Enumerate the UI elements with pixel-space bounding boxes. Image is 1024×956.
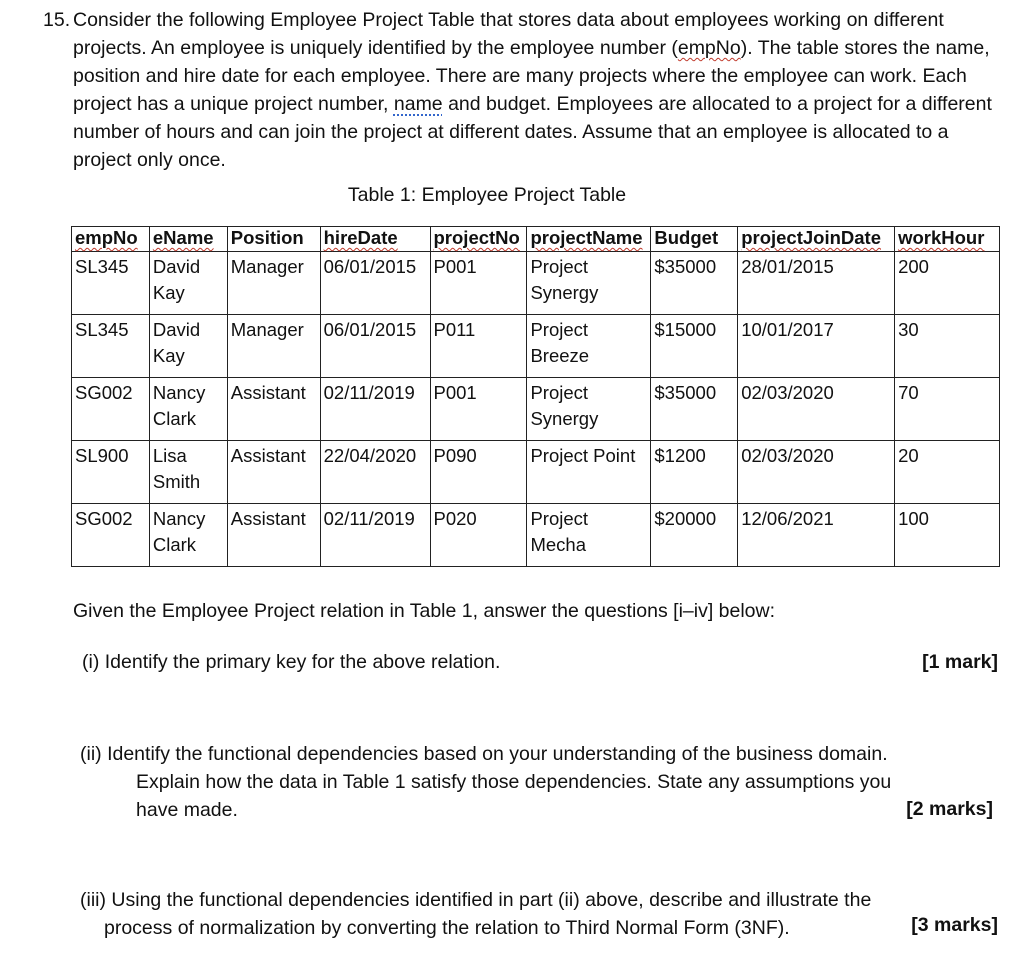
question-text: Consider the following Employee Project Table that stores data about employees working on different projects. An employee is uniquely identified by the employee number (empNo). The table stores the name, position and hire date for each employee. There are many projects where the employee can work. Each project has a unique project number, name and budget. Employees are allocated to a project for a different number of hours and can join the project at different dates. Assume that an employee is allocated to a project only once.	[73, 9, 992, 171]
cell-ename: Nancy Clark	[149, 378, 227, 441]
given-instructions: Given the Employee Project relation in Table 1, answer the questions [i–iv] below:	[73, 600, 776, 622]
header-hiredate: hireDate	[320, 227, 430, 252]
cell-budget: $20000	[651, 504, 738, 567]
part-iii-line2: process of normalization by converting the relation to Third Normal Form (3NF).	[104, 917, 790, 939]
part-i-label: (i)	[82, 651, 100, 673]
cell-projectjoindate: 02/03/2020	[738, 441, 895, 504]
header-ename: eName	[149, 227, 227, 252]
cell-projectjoindate: 02/03/2020	[738, 378, 895, 441]
table-row	[72, 441, 1000, 504]
question-intro	[43, 6, 1003, 174]
table-header-row	[72, 227, 1000, 252]
cell-empno: SL345	[72, 252, 150, 315]
cell-workhour: 200	[895, 252, 1000, 315]
cell-position: Assistant	[227, 378, 320, 441]
part-i	[82, 651, 500, 674]
cell-budget: $35000	[651, 378, 738, 441]
table-row	[72, 378, 1000, 441]
cell-projectname: Project Synergy	[527, 378, 651, 441]
header-empno: empNo	[72, 227, 150, 252]
cell-position: Manager	[227, 315, 320, 378]
part-ii-marks: [2 marks]	[906, 798, 993, 820]
cell-workhour: 70	[895, 378, 1000, 441]
cell-empno: SL345	[72, 315, 150, 378]
header-workhour: workHour	[895, 227, 1000, 252]
cell-projectno: P020	[430, 504, 527, 567]
cell-projectno: P011	[430, 315, 527, 378]
cell-hiredate: 02/11/2019	[320, 504, 430, 567]
cell-projectjoindate: 28/01/2015	[738, 252, 895, 315]
part-iii	[80, 886, 1000, 942]
header-projectjoindate: projectJoinDate	[738, 227, 895, 252]
table-row	[72, 315, 1000, 378]
table-caption: Table 1: Employee Project Table	[347, 184, 627, 206]
header-projectno: projectNo	[430, 227, 527, 252]
cell-empno: SG002	[72, 504, 150, 567]
cell-projectno: P090	[430, 441, 527, 504]
part-ii-line1: Identify the functional dependencies based on your understanding of the business domain.	[107, 743, 888, 765]
employee-project-table	[71, 226, 1000, 567]
cell-workhour: 20	[895, 441, 1000, 504]
table-row	[72, 252, 1000, 315]
cell-projectname: Project Breeze	[527, 315, 651, 378]
name-term: name	[393, 93, 443, 115]
cell-projectjoindate: 12/06/2021	[738, 504, 895, 567]
empno-term: empNo	[677, 37, 741, 59]
cell-hiredate: 06/01/2015	[320, 315, 430, 378]
cell-hiredate: 22/04/2020	[320, 441, 430, 504]
part-ii-label: (ii)	[80, 743, 102, 765]
header-budget: Budget	[651, 227, 738, 252]
table-row	[72, 504, 1000, 567]
part-iii-label: (iii)	[80, 889, 106, 911]
cell-budget: $15000	[651, 315, 738, 378]
cell-budget: $35000	[651, 252, 738, 315]
cell-projectname: Project Mecha	[527, 504, 651, 567]
header-position: Position	[227, 227, 320, 252]
part-ii-line2: Explain how the data in Table 1 satisfy those dependencies. State any assumptions you	[136, 771, 892, 793]
part-i-marks: [1 mark]	[922, 651, 998, 673]
header-projectname: projectName	[527, 227, 651, 252]
cell-projectno: P001	[430, 252, 527, 315]
cell-ename: Nancy Clark	[149, 504, 227, 567]
part-i-text: Identify the primary key for the above relation.	[104, 651, 501, 673]
cell-workhour: 30	[895, 315, 1000, 378]
cell-projectno: P001	[430, 378, 527, 441]
cell-empno: SL900	[72, 441, 150, 504]
cell-position: Manager	[227, 252, 320, 315]
cell-ename: David Kay	[149, 252, 227, 315]
cell-ename: David Kay	[149, 315, 227, 378]
question-number: 15.	[43, 9, 71, 31]
cell-hiredate: 06/01/2015	[320, 252, 430, 315]
cell-projectname: Project Synergy	[527, 252, 651, 315]
cell-projectname: Project Point	[527, 441, 651, 504]
cell-ename: Lisa Smith	[149, 441, 227, 504]
cell-position: Assistant	[227, 441, 320, 504]
part-ii	[80, 740, 1000, 824]
part-ii-line3: have made.	[136, 799, 238, 821]
part-iii-line1: Using the functional dependencies identified in part (ii) above, describe and illustrate the	[111, 889, 872, 911]
cell-hiredate: 02/11/2019	[320, 378, 430, 441]
cell-projectjoindate: 10/01/2017	[738, 315, 895, 378]
cell-workhour: 100	[895, 504, 1000, 567]
cell-budget: $1200	[651, 441, 738, 504]
cell-empno: SG002	[72, 378, 150, 441]
cell-position: Assistant	[227, 504, 320, 567]
part-iii-marks: [3 marks]	[911, 914, 998, 936]
